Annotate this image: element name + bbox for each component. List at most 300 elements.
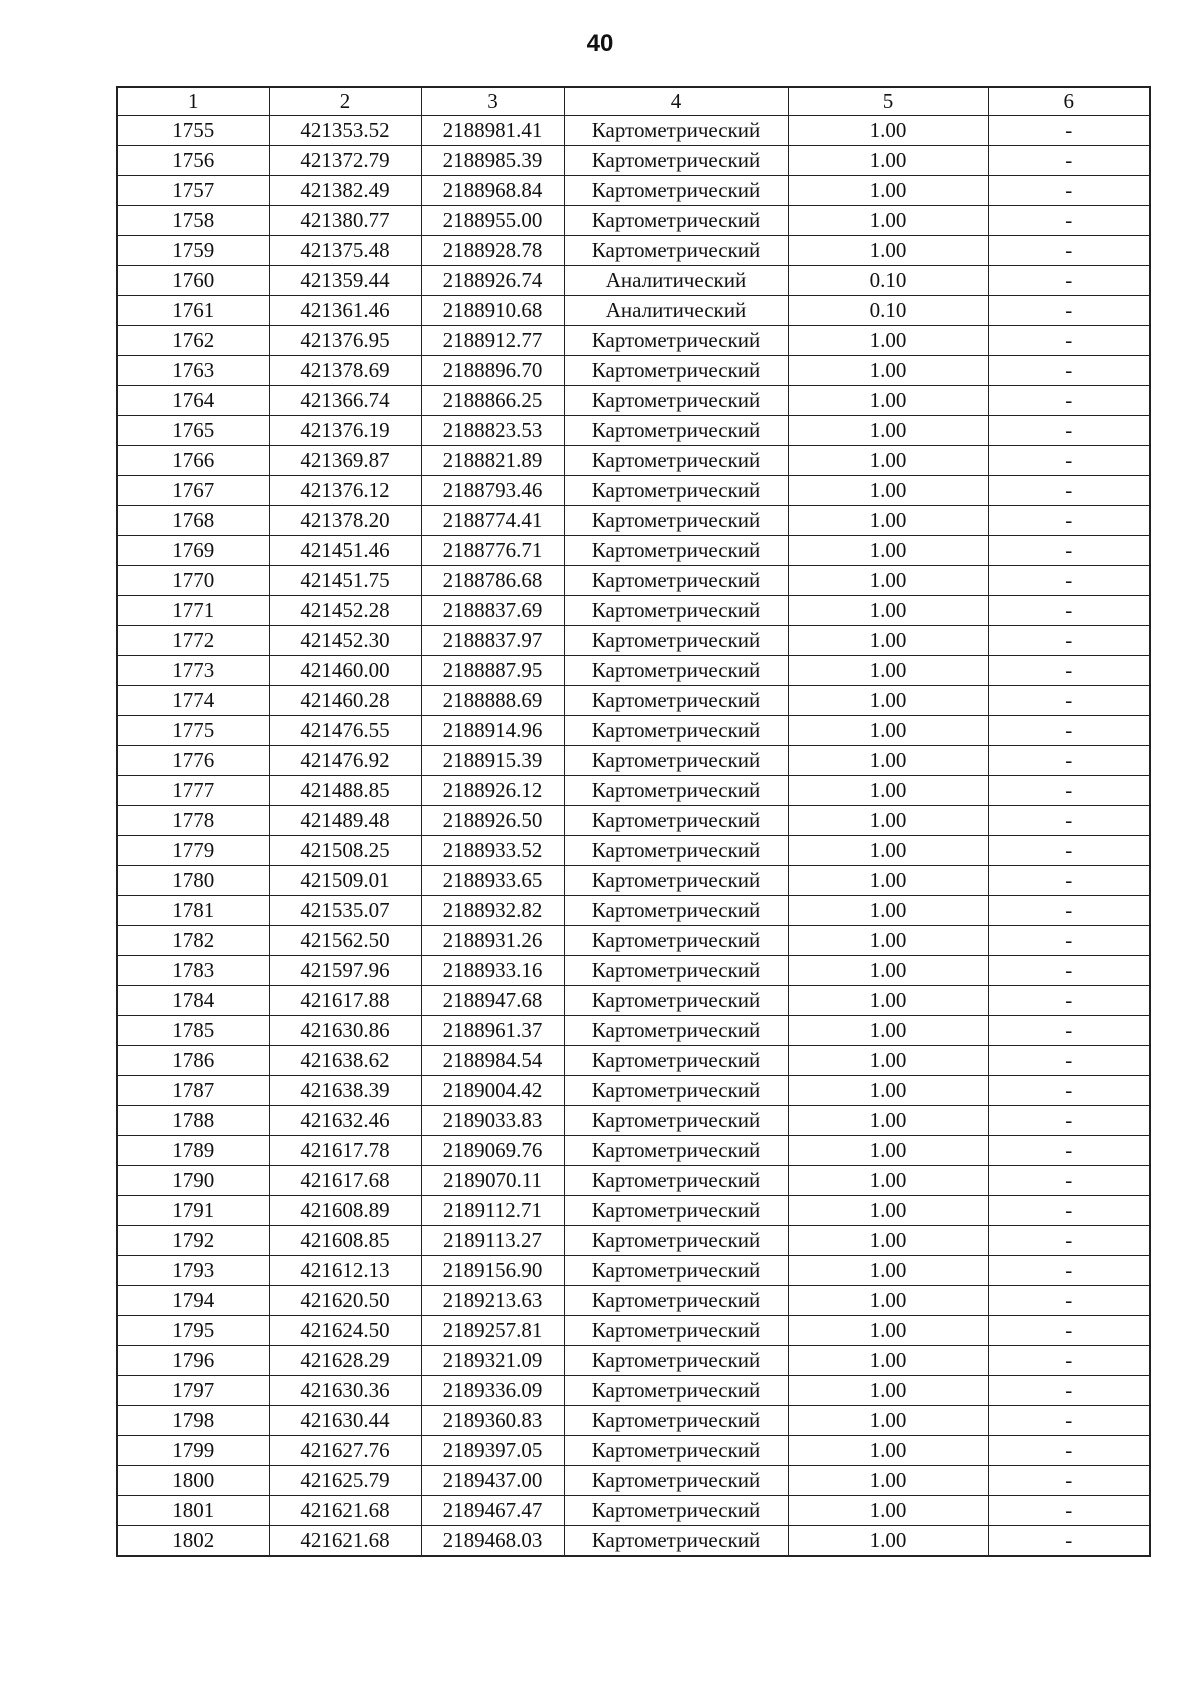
point-number-cell: 1756 <box>117 146 269 176</box>
method-cell: Картометрический <box>564 506 788 536</box>
point-number-cell: 1789 <box>117 1136 269 1166</box>
x-coordinate-cell: 421625.79 <box>269 1466 421 1496</box>
x-coordinate-cell: 421627.76 <box>269 1436 421 1466</box>
note-cell: - <box>988 656 1150 686</box>
point-number-cell: 1767 <box>117 476 269 506</box>
table-row <box>117 776 1150 806</box>
table-row <box>117 806 1150 836</box>
accuracy-cell: 1.00 <box>788 206 988 236</box>
accuracy-cell: 1.00 <box>788 146 988 176</box>
note-cell: - <box>988 1376 1150 1406</box>
point-number-cell: 1773 <box>117 656 269 686</box>
y-coordinate-cell: 2188821.89 <box>421 446 564 476</box>
accuracy-cell: 1.00 <box>788 746 988 776</box>
point-number-cell: 1759 <box>117 236 269 266</box>
note-cell: - <box>988 1256 1150 1286</box>
x-coordinate-cell: 421628.29 <box>269 1346 421 1376</box>
accuracy-cell: 1.00 <box>788 1166 988 1196</box>
table-row <box>117 836 1150 866</box>
note-cell: - <box>988 326 1150 356</box>
note-cell: - <box>988 1196 1150 1226</box>
note-cell: - <box>988 266 1150 296</box>
accuracy-cell: 1.00 <box>788 116 988 146</box>
point-number-cell: 1793 <box>117 1256 269 1286</box>
note-cell: - <box>988 596 1150 626</box>
method-cell: Картометрический <box>564 146 788 176</box>
note-cell: - <box>988 446 1150 476</box>
x-coordinate-cell: 421632.46 <box>269 1106 421 1136</box>
table-row <box>117 1076 1150 1106</box>
point-number-cell: 1766 <box>117 446 269 476</box>
note-cell: - <box>988 176 1150 206</box>
accuracy-cell: 1.00 <box>788 1196 988 1226</box>
table-row <box>117 146 1150 176</box>
y-coordinate-cell: 2188932.82 <box>421 896 564 926</box>
accuracy-cell: 1.00 <box>788 356 988 386</box>
x-coordinate-cell: 421376.95 <box>269 326 421 356</box>
point-number-cell: 1781 <box>117 896 269 926</box>
x-coordinate-cell: 421638.62 <box>269 1046 421 1076</box>
point-number-cell: 1761 <box>117 296 269 326</box>
y-coordinate-cell: 2188910.68 <box>421 296 564 326</box>
table-row <box>117 416 1150 446</box>
accuracy-cell: 1.00 <box>788 1406 988 1436</box>
note-cell: - <box>988 476 1150 506</box>
note-cell: - <box>988 506 1150 536</box>
table-row <box>117 1406 1150 1436</box>
point-number-cell: 1794 <box>117 1286 269 1316</box>
accuracy-cell: 1.00 <box>788 1376 988 1406</box>
accuracy-cell: 1.00 <box>788 1346 988 1376</box>
table-header <box>117 87 1150 116</box>
table-row <box>117 1166 1150 1196</box>
point-number-cell: 1792 <box>117 1226 269 1256</box>
note-cell: - <box>988 1106 1150 1136</box>
point-number-cell: 1799 <box>117 1436 269 1466</box>
method-cell: Картометрический <box>564 1346 788 1376</box>
point-number-cell: 1768 <box>117 506 269 536</box>
y-coordinate-cell: 2188981.41 <box>421 116 564 146</box>
table-row <box>117 686 1150 716</box>
method-cell: Картометрический <box>564 716 788 746</box>
method-cell: Картометрический <box>564 236 788 266</box>
note-cell: - <box>988 926 1150 956</box>
method-cell: Картометрический <box>564 116 788 146</box>
accuracy-cell: 1.00 <box>788 386 988 416</box>
accuracy-cell: 1.00 <box>788 1136 988 1166</box>
accuracy-cell: 1.00 <box>788 686 988 716</box>
table-row <box>117 896 1150 926</box>
accuracy-cell: 1.00 <box>788 1106 988 1136</box>
accuracy-cell: 1.00 <box>788 926 988 956</box>
x-coordinate-cell: 421378.69 <box>269 356 421 386</box>
y-coordinate-cell: 2188915.39 <box>421 746 564 776</box>
note-cell: - <box>988 236 1150 266</box>
y-coordinate-cell: 2189257.81 <box>421 1316 564 1346</box>
x-coordinate-cell: 421369.87 <box>269 446 421 476</box>
note-cell: - <box>988 356 1150 386</box>
point-number-cell: 1786 <box>117 1046 269 1076</box>
method-cell: Картометрический <box>564 356 788 386</box>
note-cell: - <box>988 626 1150 656</box>
table-row <box>117 1286 1150 1316</box>
x-coordinate-cell: 421452.30 <box>269 626 421 656</box>
column-header-5: 5 <box>788 87 988 116</box>
method-cell: Картометрический <box>564 1076 788 1106</box>
note-cell: - <box>988 866 1150 896</box>
x-coordinate-cell: 421476.92 <box>269 746 421 776</box>
table-row <box>117 1526 1150 1557</box>
method-cell: Картометрический <box>564 416 788 446</box>
accuracy-cell: 1.00 <box>788 416 988 446</box>
accuracy-cell: 1.00 <box>788 326 988 356</box>
accuracy-cell: 1.00 <box>788 656 988 686</box>
method-cell: Картометрический <box>564 686 788 716</box>
coordinates-table <box>116 86 1151 1557</box>
table-row <box>117 326 1150 356</box>
method-cell: Картометрический <box>564 626 788 656</box>
x-coordinate-cell: 421508.25 <box>269 836 421 866</box>
y-coordinate-cell: 2189468.03 <box>421 1526 564 1557</box>
accuracy-cell: 1.00 <box>788 506 988 536</box>
method-cell: Картометрический <box>564 1496 788 1526</box>
method-cell: Картометрический <box>564 1196 788 1226</box>
point-number-cell: 1776 <box>117 746 269 776</box>
y-coordinate-cell: 2188866.25 <box>421 386 564 416</box>
method-cell: Картометрический <box>564 656 788 686</box>
method-cell: Картометрический <box>564 1226 788 1256</box>
x-coordinate-cell: 421382.49 <box>269 176 421 206</box>
table-row <box>117 506 1150 536</box>
x-coordinate-cell: 421638.39 <box>269 1076 421 1106</box>
table-row <box>117 116 1150 146</box>
method-cell: Картометрический <box>564 1136 788 1166</box>
note-cell: - <box>988 746 1150 776</box>
point-number-cell: 1779 <box>117 836 269 866</box>
table-row <box>117 296 1150 326</box>
x-coordinate-cell: 421452.28 <box>269 596 421 626</box>
method-cell: Картометрический <box>564 1316 788 1346</box>
point-number-cell: 1796 <box>117 1346 269 1376</box>
column-header-6: 6 <box>988 87 1150 116</box>
y-coordinate-cell: 2188926.12 <box>421 776 564 806</box>
y-coordinate-cell: 2188926.50 <box>421 806 564 836</box>
note-cell: - <box>988 1046 1150 1076</box>
note-cell: - <box>988 146 1150 176</box>
point-number-cell: 1782 <box>117 926 269 956</box>
y-coordinate-cell: 2189397.05 <box>421 1436 564 1466</box>
x-coordinate-cell: 421617.78 <box>269 1136 421 1166</box>
x-coordinate-cell: 421376.19 <box>269 416 421 446</box>
point-number-cell: 1785 <box>117 1016 269 1046</box>
x-coordinate-cell: 421630.44 <box>269 1406 421 1436</box>
table-row <box>117 1046 1150 1076</box>
note-cell: - <box>988 986 1150 1016</box>
note-cell: - <box>988 116 1150 146</box>
note-cell: - <box>988 296 1150 326</box>
x-coordinate-cell: 421608.85 <box>269 1226 421 1256</box>
accuracy-cell: 1.00 <box>788 716 988 746</box>
x-coordinate-cell: 421624.50 <box>269 1316 421 1346</box>
table-row <box>117 206 1150 236</box>
y-coordinate-cell: 2188912.77 <box>421 326 564 356</box>
point-number-cell: 1801 <box>117 1496 269 1526</box>
y-coordinate-cell: 2189004.42 <box>421 1076 564 1106</box>
accuracy-cell: 1.00 <box>788 1316 988 1346</box>
note-cell: - <box>988 956 1150 986</box>
note-cell: - <box>988 1436 1150 1466</box>
table-row <box>117 1496 1150 1526</box>
y-coordinate-cell: 2188947.68 <box>421 986 564 1016</box>
x-coordinate-cell: 421612.13 <box>269 1256 421 1286</box>
x-coordinate-cell: 421460.00 <box>269 656 421 686</box>
table-row <box>117 236 1150 266</box>
method-cell: Картометрический <box>564 1106 788 1136</box>
point-number-cell: 1763 <box>117 356 269 386</box>
method-cell: Картометрический <box>564 596 788 626</box>
point-number-cell: 1783 <box>117 956 269 986</box>
y-coordinate-cell: 2188933.65 <box>421 866 564 896</box>
column-header-2: 2 <box>269 87 421 116</box>
note-cell: - <box>988 776 1150 806</box>
table-row <box>117 536 1150 566</box>
table-row <box>117 1016 1150 1046</box>
table-row <box>117 1106 1150 1136</box>
note-cell: - <box>988 1406 1150 1436</box>
point-number-cell: 1757 <box>117 176 269 206</box>
y-coordinate-cell: 2188985.39 <box>421 146 564 176</box>
note-cell: - <box>988 1346 1150 1376</box>
accuracy-cell: 1.00 <box>788 806 988 836</box>
y-coordinate-cell: 2188961.37 <box>421 1016 564 1046</box>
method-cell: Картометрический <box>564 866 788 896</box>
point-number-cell: 1769 <box>117 536 269 566</box>
y-coordinate-cell: 2189112.71 <box>421 1196 564 1226</box>
accuracy-cell: 1.00 <box>788 986 988 1016</box>
method-cell: Картометрический <box>564 836 788 866</box>
table-row <box>117 956 1150 986</box>
x-coordinate-cell: 421509.01 <box>269 866 421 896</box>
y-coordinate-cell: 2189467.47 <box>421 1496 564 1526</box>
accuracy-cell: 1.00 <box>788 776 988 806</box>
method-cell: Картометрический <box>564 326 788 356</box>
point-number-cell: 1787 <box>117 1076 269 1106</box>
accuracy-cell: 1.00 <box>788 866 988 896</box>
accuracy-cell: 1.00 <box>788 566 988 596</box>
x-coordinate-cell: 421630.36 <box>269 1376 421 1406</box>
y-coordinate-cell: 2188786.68 <box>421 566 564 596</box>
column-header-1: 1 <box>117 87 269 116</box>
accuracy-cell: 0.10 <box>788 266 988 296</box>
table-row <box>117 1466 1150 1496</box>
y-coordinate-cell: 2189321.09 <box>421 1346 564 1376</box>
x-coordinate-cell: 421630.86 <box>269 1016 421 1046</box>
table-row <box>117 476 1150 506</box>
note-cell: - <box>988 716 1150 746</box>
accuracy-cell: 1.00 <box>788 536 988 566</box>
point-number-cell: 1784 <box>117 986 269 1016</box>
x-coordinate-cell: 421562.50 <box>269 926 421 956</box>
x-coordinate-cell: 421366.74 <box>269 386 421 416</box>
y-coordinate-cell: 2188928.78 <box>421 236 564 266</box>
method-cell: Картометрический <box>564 1166 788 1196</box>
column-header-3: 3 <box>421 87 564 116</box>
page-number: 40 <box>586 30 614 57</box>
y-coordinate-cell: 2188888.69 <box>421 686 564 716</box>
note-cell: - <box>988 416 1150 446</box>
x-coordinate-cell: 421621.68 <box>269 1496 421 1526</box>
x-coordinate-cell: 421488.85 <box>269 776 421 806</box>
note-cell: - <box>988 686 1150 716</box>
table-row <box>117 656 1150 686</box>
y-coordinate-cell: 2188823.53 <box>421 416 564 446</box>
accuracy-cell: 1.00 <box>788 1436 988 1466</box>
y-coordinate-cell: 2188837.69 <box>421 596 564 626</box>
note-cell: - <box>988 1466 1150 1496</box>
accuracy-cell: 1.00 <box>788 1286 988 1316</box>
column-header-4: 4 <box>564 87 788 116</box>
y-coordinate-cell: 2188955.00 <box>421 206 564 236</box>
point-number-cell: 1775 <box>117 716 269 746</box>
table-row <box>117 266 1150 296</box>
table-row <box>117 356 1150 386</box>
accuracy-cell: 1.00 <box>788 1016 988 1046</box>
note-cell: - <box>988 1526 1150 1557</box>
method-cell: Картометрический <box>564 566 788 596</box>
x-coordinate-cell: 421353.52 <box>269 116 421 146</box>
table-row <box>117 716 1150 746</box>
table-row <box>117 1256 1150 1286</box>
x-coordinate-cell: 421608.89 <box>269 1196 421 1226</box>
method-cell: Картометрический <box>564 1466 788 1496</box>
method-cell: Картометрический <box>564 536 788 566</box>
y-coordinate-cell: 2189069.76 <box>421 1136 564 1166</box>
y-coordinate-cell: 2188887.95 <box>421 656 564 686</box>
x-coordinate-cell: 421620.50 <box>269 1286 421 1316</box>
point-number-cell: 1762 <box>117 326 269 356</box>
method-cell: Картометрический <box>564 176 788 206</box>
point-number-cell: 1772 <box>117 626 269 656</box>
note-cell: - <box>988 206 1150 236</box>
table-row <box>117 926 1150 956</box>
point-number-cell: 1764 <box>117 386 269 416</box>
method-cell: Картометрический <box>564 1286 788 1316</box>
method-cell: Картометрический <box>564 1436 788 1466</box>
accuracy-cell: 0.10 <box>788 296 988 326</box>
accuracy-cell: 1.00 <box>788 1226 988 1256</box>
accuracy-cell: 1.00 <box>788 1496 988 1526</box>
note-cell: - <box>988 1226 1150 1256</box>
table-row <box>117 1346 1150 1376</box>
accuracy-cell: 1.00 <box>788 1526 988 1557</box>
x-coordinate-cell: 421489.48 <box>269 806 421 836</box>
method-cell: Картометрический <box>564 896 788 926</box>
table-row <box>117 986 1150 1016</box>
y-coordinate-cell: 2188793.46 <box>421 476 564 506</box>
accuracy-cell: 1.00 <box>788 446 988 476</box>
note-cell: - <box>988 566 1150 596</box>
x-coordinate-cell: 421617.68 <box>269 1166 421 1196</box>
method-cell: Картометрический <box>564 206 788 236</box>
accuracy-cell: 1.00 <box>788 1256 988 1286</box>
table-row <box>117 1196 1150 1226</box>
y-coordinate-cell: 2188774.41 <box>421 506 564 536</box>
accuracy-cell: 1.00 <box>788 1076 988 1106</box>
y-coordinate-cell: 2188926.74 <box>421 266 564 296</box>
y-coordinate-cell: 2189336.09 <box>421 1376 564 1406</box>
method-cell: Картометрический <box>564 446 788 476</box>
y-coordinate-cell: 2189360.83 <box>421 1406 564 1436</box>
point-number-cell: 1755 <box>117 116 269 146</box>
point-number-cell: 1770 <box>117 566 269 596</box>
y-coordinate-cell: 2189113.27 <box>421 1226 564 1256</box>
point-number-cell: 1771 <box>117 596 269 626</box>
method-cell: Картометрический <box>564 806 788 836</box>
table-row <box>117 866 1150 896</box>
y-coordinate-cell: 2188896.70 <box>421 356 564 386</box>
accuracy-cell: 1.00 <box>788 1046 988 1076</box>
point-number-cell: 1802 <box>117 1526 269 1557</box>
accuracy-cell: 1.00 <box>788 476 988 506</box>
method-cell: Картометрический <box>564 1046 788 1076</box>
table-row <box>117 746 1150 776</box>
note-cell: - <box>988 1016 1150 1046</box>
point-number-cell: 1774 <box>117 686 269 716</box>
method-cell: Картометрический <box>564 776 788 806</box>
point-number-cell: 1765 <box>117 416 269 446</box>
table-row <box>117 1136 1150 1166</box>
method-cell: Картометрический <box>564 1406 788 1436</box>
point-number-cell: 1790 <box>117 1166 269 1196</box>
table-row <box>117 386 1150 416</box>
table-row <box>117 596 1150 626</box>
method-cell: Картометрический <box>564 1376 788 1406</box>
y-coordinate-cell: 2189033.83 <box>421 1106 564 1136</box>
method-cell: Картометрический <box>564 386 788 416</box>
y-coordinate-cell: 2189156.90 <box>421 1256 564 1286</box>
x-coordinate-cell: 421378.20 <box>269 506 421 536</box>
y-coordinate-cell: 2188931.26 <box>421 926 564 956</box>
method-cell: Картометрический <box>564 1256 788 1286</box>
x-coordinate-cell: 421597.96 <box>269 956 421 986</box>
note-cell: - <box>988 1316 1150 1346</box>
note-cell: - <box>988 896 1150 926</box>
table-row <box>117 1376 1150 1406</box>
point-number-cell: 1780 <box>117 866 269 896</box>
note-cell: - <box>988 806 1150 836</box>
y-coordinate-cell: 2189070.11 <box>421 1166 564 1196</box>
point-number-cell: 1778 <box>117 806 269 836</box>
y-coordinate-cell: 2188776.71 <box>421 536 564 566</box>
x-coordinate-cell: 421617.88 <box>269 986 421 1016</box>
method-cell: Картометрический <box>564 476 788 506</box>
point-number-cell: 1798 <box>117 1406 269 1436</box>
point-number-cell: 1758 <box>117 206 269 236</box>
method-cell: Картометрический <box>564 1016 788 1046</box>
y-coordinate-cell: 2189213.63 <box>421 1286 564 1316</box>
point-number-cell: 1797 <box>117 1376 269 1406</box>
table-body <box>117 116 1150 1557</box>
y-coordinate-cell: 2188984.54 <box>421 1046 564 1076</box>
point-number-cell: 1800 <box>117 1466 269 1496</box>
accuracy-cell: 1.00 <box>788 176 988 206</box>
accuracy-cell: 1.00 <box>788 956 988 986</box>
y-coordinate-cell: 2188914.96 <box>421 716 564 746</box>
accuracy-cell: 1.00 <box>788 836 988 866</box>
x-coordinate-cell: 421372.79 <box>269 146 421 176</box>
x-coordinate-cell: 421376.12 <box>269 476 421 506</box>
note-cell: - <box>988 386 1150 416</box>
